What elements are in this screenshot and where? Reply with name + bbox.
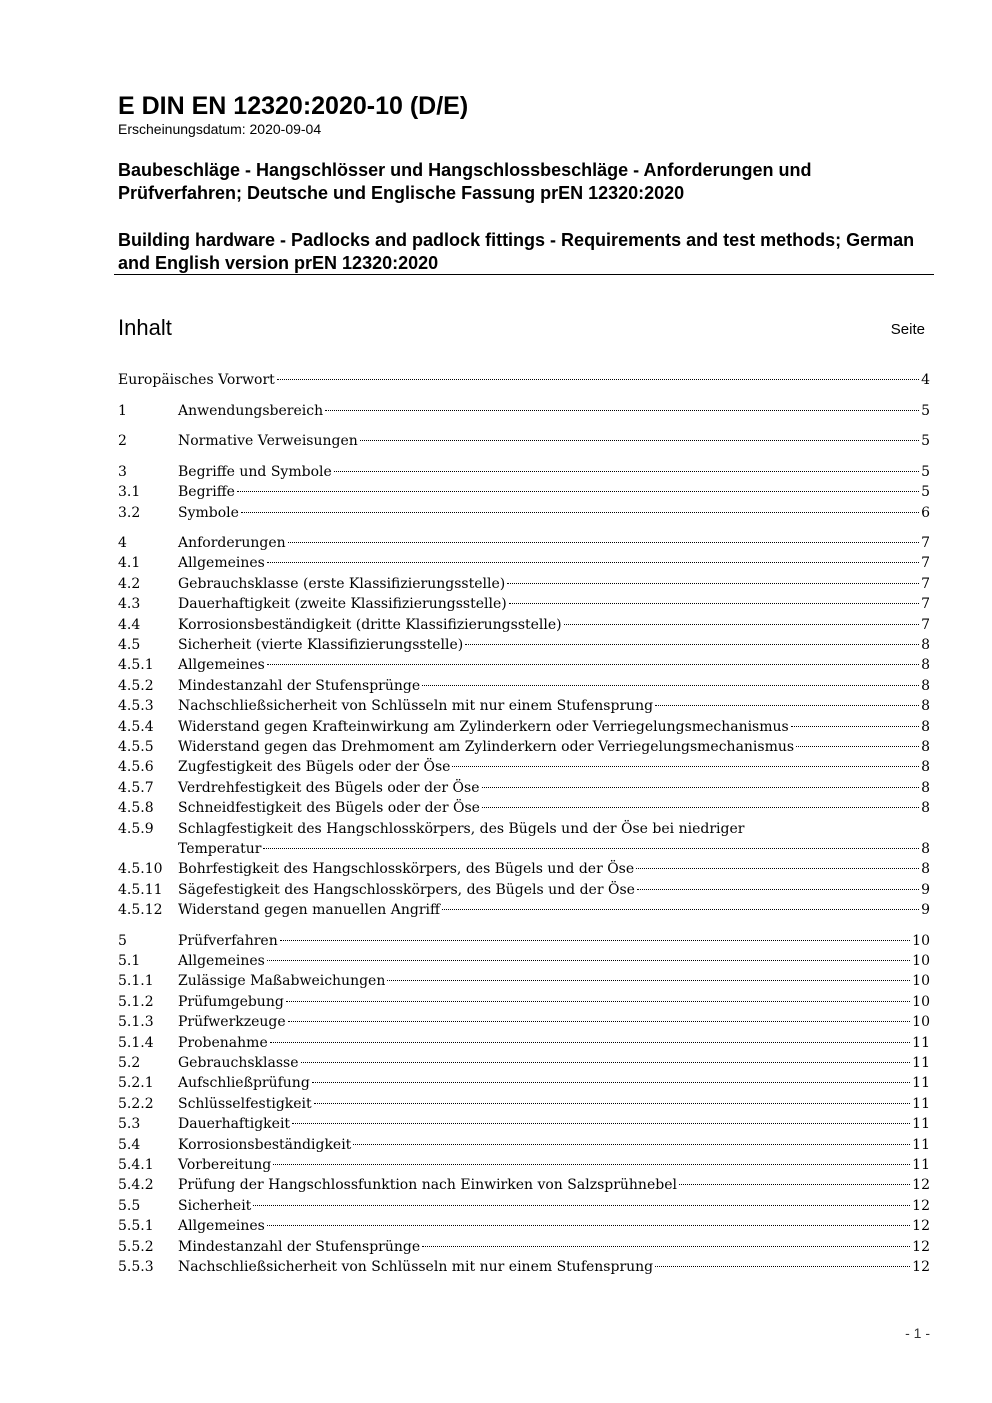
toc-dot-leader <box>286 1001 910 1002</box>
toc-entry-title: Prüfwerkzeuge <box>178 1014 286 1031</box>
toc-entry-page: 5 <box>921 402 930 419</box>
toc-entry[interactable] <box>118 859 930 879</box>
toc-entry-number: 5.1.1 <box>118 973 154 990</box>
toc-entry-page: 10 <box>912 953 930 970</box>
toc-entry-number: 4.5 <box>118 637 141 654</box>
toc-entry-page: 4 <box>921 372 930 388</box>
toc-entry-title: Sägefestigkeit des Hangschlosskörpers, des Bügels und der Öse <box>178 881 635 898</box>
toc-entry[interactable] <box>118 1012 930 1032</box>
toc-entry-page: 11 <box>912 1034 930 1051</box>
toc-entry[interactable] <box>118 431 930 451</box>
toc-entry-title: Mindestanzahl der Stufensprünge <box>178 677 421 694</box>
toc-dot-leader <box>442 909 919 910</box>
toc-entry-title: Sicherheit <box>178 1197 252 1214</box>
toc-dot-leader <box>237 491 919 492</box>
toc-entry-title: Sicherheit (vierte Klassifizierungsstelle) <box>178 637 464 654</box>
toc-dot-leader <box>273 1164 910 1165</box>
toc-entry-title: Zugfestigkeit des Bügels oder der Öse <box>178 759 451 776</box>
toc-entry-number: 5.1 <box>118 953 141 970</box>
toc-entry-page: 8 <box>921 657 930 674</box>
toc-entry[interactable] <box>118 635 930 655</box>
toc-entry-title: Widerstand gegen manuellen Angriff <box>178 902 440 919</box>
toc-entry[interactable] <box>118 1094 930 1114</box>
toc-entry-number: 5.5.2 <box>118 1238 154 1255</box>
toc-entry-title: Allgemeines <box>178 657 265 674</box>
toc-entry-number: 5.1.3 <box>118 1014 154 1031</box>
toc-entry[interactable] <box>118 1033 930 1053</box>
toc-dot-leader <box>465 644 919 645</box>
toc-entry[interactable] <box>118 574 930 594</box>
toc-dot-leader <box>301 1062 911 1063</box>
toc-entry-continuation[interactable] <box>118 839 930 859</box>
toc-entry-number: 5.4 <box>118 1136 141 1153</box>
toc-entry[interactable] <box>118 1196 930 1216</box>
document-title: E DIN EN 12320:2020-10 (D/E) <box>118 92 469 120</box>
toc-entry-number: 4.5.5 <box>118 739 154 755</box>
toc-entry-number: 4.5.7 <box>118 779 154 796</box>
toc-entry-page: 11 <box>912 1055 930 1072</box>
toc-entry[interactable] <box>118 951 930 971</box>
publication-date: Erscheinungsdatum: 2020-09-04 <box>118 121 322 137</box>
toc-entry[interactable] <box>118 798 930 818</box>
toc-dot-leader <box>267 664 919 665</box>
toc-entry-page: 12 <box>912 1177 930 1194</box>
toc-entry[interactable] <box>118 533 930 553</box>
toc-entry-title: Europäisches Vorwort <box>118 372 275 388</box>
toc-entry-page: 11 <box>912 1095 930 1112</box>
toc-dot-leader <box>292 1123 910 1124</box>
toc-entry[interactable] <box>118 880 930 900</box>
toc-entry[interactable] <box>118 1216 930 1236</box>
toc-entry-page: 7 <box>921 555 930 572</box>
toc-entry-page: 9 <box>921 902 930 919</box>
toc-entry-number: 4.5.4 <box>118 718 154 735</box>
toc-entry-title: Verdrehfestigkeit des Bügels oder der Öse <box>178 779 480 796</box>
toc-entry[interactable] <box>118 1155 930 1175</box>
toc-entry[interactable] <box>118 1053 930 1073</box>
toc-entry-number: 2 <box>118 433 127 450</box>
toc-entry-number: 5.2.1 <box>118 1075 154 1092</box>
toc-dot-leader <box>360 440 919 441</box>
toc-entry-number: 4.5.3 <box>118 698 154 715</box>
toc-entry-number: 4.4 <box>118 616 141 633</box>
toc-entry-title: Prüfumgebung <box>178 993 284 1010</box>
toc-entry-title: Gebrauchsklasse <box>178 1055 299 1072</box>
toc-entry-number: 5.4.2 <box>118 1177 154 1194</box>
toc-entry-title: Vorbereitung <box>178 1157 272 1173</box>
toc-entry-page: 5 <box>921 463 930 480</box>
toc-dot-leader <box>353 1144 910 1145</box>
toc-entry-title: Schlagfestigkeit des Hangschlosskörpers, des Bügels und der Öse bei niedriger <box>178 820 745 837</box>
toc-dot-leader <box>796 746 919 747</box>
toc-entry-page: 8 <box>921 759 930 776</box>
toc-dot-leader <box>288 542 919 543</box>
header-divider <box>114 274 934 275</box>
toc-entry-title: Bohrfestigkeit des Hangschlosskörpers, des Bügels und der Öse <box>178 861 635 878</box>
toc-entry-number: 5.4.1 <box>118 1157 154 1173</box>
toc-entry[interactable] <box>118 819 930 839</box>
toc-dot-leader <box>241 512 919 513</box>
toc-dot-leader <box>482 787 920 788</box>
toc-entry-title: Begriffe <box>178 484 235 501</box>
toc-entry-title: Nachschließsicherheit von Schlüsseln mit nur einem Stufensprung <box>178 1258 654 1275</box>
toc-dot-leader <box>267 1225 910 1226</box>
toc-entry-title: Korrosionsbeständigkeit (dritte Klassifizierungsstelle) <box>178 616 562 633</box>
toc-entry-number: 4.5.6 <box>118 759 154 776</box>
toc-entry-number: 5.5.3 <box>118 1258 154 1275</box>
toc-entry[interactable] <box>118 737 930 757</box>
toc-entry-page: 8 <box>921 637 930 654</box>
toc-dot-leader <box>655 1266 910 1267</box>
toc-entry-title: Allgemeines <box>178 1218 265 1235</box>
toc-entry-page: 8 <box>921 698 930 715</box>
toc-entry-number: 5.1.2 <box>118 993 154 1010</box>
toc-entry[interactable] <box>118 462 930 482</box>
toc-entry-page: 9 <box>921 881 930 898</box>
toc-entry-number: 5.2 <box>118 1055 141 1072</box>
toc-dot-leader <box>325 410 919 411</box>
toc-entry[interactable] <box>118 1175 930 1195</box>
toc-entry-page: 11 <box>912 1075 930 1092</box>
toc-entry[interactable] <box>118 1237 930 1257</box>
toc-entry-title: Prüfung der Hangschlossfunktion nach Einwirken von Salzsprühnebel <box>178 1177 677 1194</box>
toc-entry-number: 1 <box>118 402 127 419</box>
toc-entry-number: 5.5.1 <box>118 1218 154 1235</box>
toc-dot-leader <box>564 624 919 625</box>
toc-entry[interactable] <box>118 1114 930 1134</box>
toc-entry-number: 3 <box>118 463 127 480</box>
toc-entry-title: Schneidfestigkeit des Bügels oder der Öse <box>178 800 480 817</box>
toc-entry[interactable] <box>118 1135 930 1155</box>
toc-entry-number: 4.1 <box>118 555 141 572</box>
toc-entry-page: 8 <box>921 779 930 796</box>
toc-dot-leader <box>267 960 910 961</box>
toc-entry-page: 10 <box>912 993 930 1010</box>
table-of-contents <box>118 370 930 1277</box>
toc-page-label: Seite <box>890 321 925 338</box>
toc-entry-title: Probenahme <box>178 1034 268 1051</box>
toc-dot-leader <box>277 379 919 380</box>
toc-entry-page: 12 <box>912 1238 930 1255</box>
toc-entry-page: 8 <box>921 861 930 878</box>
toc-entry[interactable] <box>118 757 930 777</box>
toc-entry-page: 8 <box>921 840 930 857</box>
toc-dot-leader <box>507 583 919 584</box>
toc-entry-number: 4 <box>118 535 127 552</box>
title-german: Baubeschläge - Hangschlösser und Hangschlossbeschläge - Anforderungen und Prüfverfahren; Deutsche und Englische Fassung prEN 12320:2020 <box>118 160 812 203</box>
toc-entry-number: 5.5 <box>118 1197 141 1214</box>
title-english: Building hardware - Padlocks and padlock fittings - Requirements and test methods; German and English version prEN 12320:2020 <box>118 230 915 273</box>
toc-dot-leader <box>452 766 919 767</box>
toc-entry-page: 10 <box>912 932 930 949</box>
toc-dot-leader <box>334 471 919 472</box>
toc-entry[interactable] <box>118 1073 930 1093</box>
toc-entry-page: 12 <box>912 1197 930 1214</box>
toc-dot-leader <box>637 889 919 890</box>
toc-dot-leader <box>422 685 919 686</box>
toc-entry-number: 4.3 <box>118 596 141 613</box>
toc-entry-page: 8 <box>921 718 930 735</box>
toc-entry-page: 11 <box>912 1116 930 1133</box>
toc-entry[interactable] <box>118 992 930 1012</box>
toc-entry-page: 7 <box>921 535 930 552</box>
toc-entry-page: 7 <box>921 596 930 613</box>
toc-dot-leader <box>791 726 919 727</box>
toc-dot-leader <box>655 705 919 706</box>
toc-entry-title: Allgemeines <box>178 953 265 970</box>
toc-entry-number: 4.5.2 <box>118 677 154 694</box>
toc-dot-leader <box>482 807 919 808</box>
toc-entry[interactable] <box>118 553 930 573</box>
toc-entry-title: Korrosionsbeständigkeit <box>178 1136 352 1153</box>
toc-entry-title: Anwendungsbereich <box>178 402 324 419</box>
toc-entry-number: 4.5.9 <box>118 820 154 837</box>
toc-dot-leader <box>263 848 919 849</box>
toc-entry-title: Mindestanzahl der Stufensprünge <box>178 1238 421 1255</box>
toc-entry[interactable] <box>118 503 930 523</box>
toc-entry-page: 11 <box>912 1157 930 1173</box>
toc-dot-leader <box>636 868 919 869</box>
toc-entry-title: Schlüsselfestigkeit <box>178 1095 312 1112</box>
toc-entry-number: 4.5.11 <box>118 881 163 898</box>
toc-entry-number: 3.1 <box>118 484 141 501</box>
toc-entry-title: Prüfverfahren <box>178 932 278 949</box>
toc-dot-leader <box>288 1021 910 1022</box>
toc-entry[interactable] <box>118 717 930 737</box>
toc-entry-page: 5 <box>921 484 930 501</box>
toc-entry-number: 4.5.8 <box>118 800 154 817</box>
toc-entry-title: Dauerhaftigkeit <box>178 1116 291 1133</box>
toc-entry-page: 8 <box>921 739 930 755</box>
toc-entry-page: 7 <box>921 575 930 592</box>
toc-dot-leader <box>312 1082 910 1083</box>
toc-entry-title: Aufschließprüfung <box>178 1075 310 1092</box>
toc-entry[interactable] <box>118 615 930 635</box>
toc-dot-leader <box>267 562 919 563</box>
toc-heading: Inhalt <box>118 315 172 340</box>
toc-entry-page: 6 <box>921 504 930 521</box>
toc-entry-title: Nachschließsicherheit von Schlüsseln mit nur einem Stufensprung <box>178 698 654 715</box>
toc-entry-number: 5 <box>118 932 127 949</box>
toc-entry-number: 5.1.4 <box>118 1034 154 1051</box>
toc-entry[interactable] <box>118 401 930 421</box>
toc-entry-number: 3.2 <box>118 504 141 521</box>
toc-entry-number: 4.5.1 <box>118 657 154 674</box>
toc-dot-leader <box>314 1103 911 1104</box>
toc-entry-number: 4.2 <box>118 575 141 592</box>
toc-dot-leader <box>422 1246 910 1247</box>
toc-entry-page: 8 <box>921 677 930 694</box>
toc-entry[interactable] <box>118 482 930 502</box>
toc-entry[interactable] <box>118 900 930 920</box>
toc-entry[interactable] <box>118 931 930 951</box>
toc-dot-leader <box>253 1205 910 1206</box>
toc-entry-page: 12 <box>912 1258 930 1275</box>
toc-entry-page: 10 <box>912 1014 930 1031</box>
toc-entry-page: 11 <box>912 1136 930 1153</box>
toc-entry-title: Dauerhaftigkeit (zweite Klassifizierungsstelle) <box>178 596 507 613</box>
toc-entry-page: 8 <box>921 800 930 817</box>
toc-entry-title: Symbole <box>178 504 239 521</box>
toc-entry-title: Widerstand gegen das Drehmoment am Zylinderkern oder Verriegelungsmechanismus <box>178 739 795 755</box>
toc-entry-title: Anforderungen <box>178 535 286 552</box>
toc-entry-number: 4.5.10 <box>118 861 163 878</box>
toc-dot-leader <box>387 980 910 981</box>
toc-dot-leader <box>679 1184 910 1185</box>
footer-page-number: - 1 - <box>905 1325 930 1341</box>
toc-entry-page: 7 <box>921 616 930 633</box>
toc-entry-page: 5 <box>921 433 930 450</box>
toc-entry[interactable] <box>118 971 930 991</box>
toc-entry-page: 10 <box>912 973 930 990</box>
toc-entry-title: Widerstand gegen Krafteinwirkung am Zylinderkern oder Verriegelungsmechanismus <box>178 718 789 735</box>
toc-dot-leader <box>509 603 919 604</box>
toc-entry[interactable] <box>118 370 930 390</box>
toc-entry-title: Allgemeines <box>178 555 265 572</box>
toc-entry[interactable] <box>118 676 930 696</box>
toc-entry-title: Gebrauchsklasse (erste Klassifizierungsstelle) <box>178 575 506 592</box>
toc-entry[interactable] <box>118 696 930 716</box>
toc-entry[interactable] <box>118 778 930 798</box>
toc-entry[interactable] <box>118 655 930 675</box>
toc-entry[interactable] <box>118 1257 930 1277</box>
toc-entry-title: Begriffe und Symbole <box>178 463 332 480</box>
toc-entry-number: 5.2.2 <box>118 1095 154 1112</box>
toc-entry-number: 4.5.12 <box>118 902 163 919</box>
toc-entry-title: Normative Verweisungen <box>178 433 358 450</box>
toc-entry-title-continuation: Temperatur <box>178 840 262 857</box>
toc-dot-leader <box>270 1042 910 1043</box>
toc-entry[interactable] <box>118 594 930 614</box>
toc-dot-leader <box>280 940 910 941</box>
toc-entry-number: 5.3 <box>118 1116 141 1133</box>
toc-entry-page: 12 <box>912 1218 930 1235</box>
toc-entry-title: Zulässige Maßabweichungen <box>178 973 386 990</box>
